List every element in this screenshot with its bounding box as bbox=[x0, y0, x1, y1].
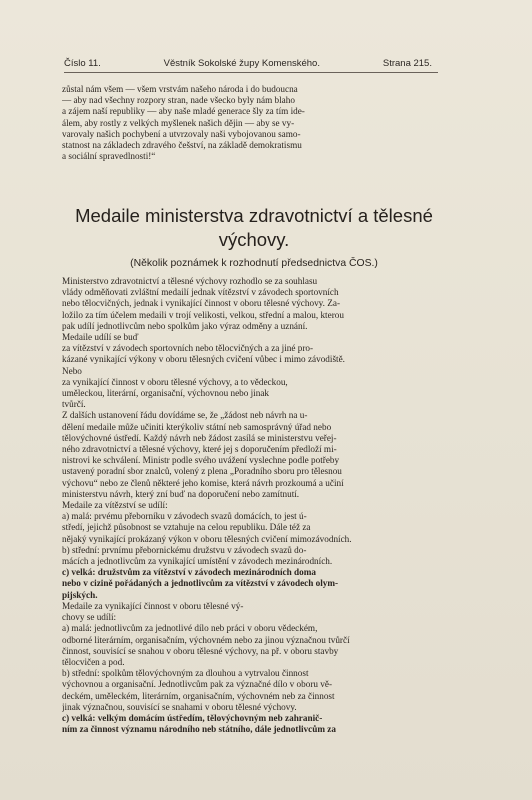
title-line: výchovy. bbox=[218, 229, 290, 250]
body-line: chovy se udílí: bbox=[62, 612, 117, 623]
intro-line: varovaly našich pochybení a utvrzovaly naši vybojovanou samo- bbox=[62, 128, 301, 139]
body-line: za vítězství v závodech sportovních nebo tělocvičných a za jiné pro- bbox=[62, 343, 314, 354]
body-line: ním za činnost významu národního neb státního, dále jednotlivcům za bbox=[62, 724, 336, 735]
intro-line: — aby nad všechny rozpory stran, nade všecko byly nám blaho bbox=[62, 95, 295, 106]
body-line: tělovýchovné ústředí. Každý návrh neb žádost zasílá se ministerstvu veřej- bbox=[62, 432, 337, 443]
body-line: deckém, uměleckém, literárním, organisačním, výchovném neb za činnost bbox=[62, 690, 335, 701]
body-line: ustavený poradní sbor znalců, volený z plena „Poradního sboru pro tělesnou bbox=[62, 466, 342, 477]
body-line: c) velká: velkým domácím ústředím, tělovýchovným neb zahranič- bbox=[62, 712, 323, 723]
title-line: Medaile ministerstva zdravotnictví a tělesné bbox=[75, 205, 433, 226]
body-line: Nebo bbox=[62, 365, 82, 376]
body-line: b) střední: prvnímu přebornickému družstvu v závodech svazů do- bbox=[62, 544, 307, 555]
body-line: dělení medaile může učiniti kterýkoliv státní neb samosprávný úřad nebo bbox=[62, 421, 332, 432]
body-line: výchovnou a organisační. Jednotlivcům pak za význačné dílo v oboru vě- bbox=[62, 679, 333, 690]
body-line: a) malá: jednotlivcům za jednotlivé dílo neb práci v oboru vědeckém, bbox=[62, 623, 318, 634]
page-number: Strana 215. bbox=[382, 58, 432, 69]
article-title bbox=[62, 204, 446, 252]
body-line: vlády odměňovati zvláštní medailí jednak vítězství v závodech sportovních bbox=[62, 287, 339, 298]
body-line: nebo tělocvičných, jednak i vynikající činnost v oboru tělesné výchovy. Za- bbox=[62, 298, 341, 309]
running-header bbox=[64, 58, 432, 69]
body-line: Medaile udílí se buď bbox=[62, 332, 139, 343]
intro-line: a zájem naší republiky — aby naše mladé generace šly za tím ide- bbox=[62, 106, 305, 117]
body-line: ministerstvu návrh, který zní buď na doporučení nebo zamítnutí. bbox=[62, 488, 300, 499]
body-line: ného zdravotnictví a tělesné výchovy, které jej s doporučením předloží mi- bbox=[62, 444, 337, 455]
body-line: tvůrčí. bbox=[62, 399, 86, 410]
body-line: c) velká: družstvům za vítězství v závodech mezinárodních doma bbox=[62, 567, 316, 578]
body-line: tělocvičen a pod. bbox=[62, 656, 125, 667]
intro-line: zůstal nám všem — všem vrstvám našeho národa i do budoucna bbox=[62, 84, 298, 94]
body-line: pijských. bbox=[62, 589, 98, 600]
body-line: středí, jejichž působnost se vztahuje na celou republiku. Dále též za bbox=[62, 522, 311, 533]
article-body bbox=[62, 276, 446, 735]
body-line: činnost, souvisící se snahou v oboru tělesné výchovy, na př. v oboru stavby bbox=[62, 645, 339, 656]
body-line: Z dalších ustanovení řádu dovídáme se, že „žádost neb návrh na u- bbox=[62, 410, 308, 421]
header-rule bbox=[64, 72, 438, 73]
body-line: za vynikající činnost v oboru tělesné výchovy, a to vědeckou, bbox=[62, 376, 288, 387]
body-line: uměleckou, literární, organisační, výchovnou nebo jinak bbox=[62, 388, 270, 399]
body-line: ložilo za tím účelem medaili v trojí velikosti, velkou, střední a malou, kterou bbox=[62, 309, 344, 320]
body-line: nějaký vynikající prokázaný výkon v oboru tělesných cvičení mimozávodních. bbox=[62, 533, 352, 544]
body-line: jinak význačnou, souvisící se snahami v oboru tělesné výchovy. bbox=[62, 701, 297, 712]
body-line: výchovu“ nebo ze členů některé jeho komise, která návrh prozkoumá a učiní bbox=[62, 477, 344, 488]
body-line: mácích a jednotlivcům za vynikající umístění v závodech mezinárodních. bbox=[62, 556, 333, 567]
body-line: pak udílí jednotlivcům nebo spolkům jako výraz odměny a uznání. bbox=[62, 320, 308, 331]
body-line: Ministerstvo zdravotnictví a tělesné výchovy rozhodlo se za souhlasu bbox=[62, 276, 318, 286]
intro-paragraph bbox=[62, 84, 446, 162]
intro-line: statnost na základech zdravého češství, na základě demokratismu bbox=[62, 140, 302, 151]
article-subtitle: (Několik poznámek k rozhodnutí předsednictva ČOS.) bbox=[130, 258, 378, 269]
body-line: Medaile za vynikající činnost v oboru tělesné vý- bbox=[62, 600, 244, 611]
body-line: a) malá: prvému přeborníku v závodech svazů domácích, to jest ú- bbox=[62, 511, 307, 522]
body-line: odborné literárním, organisačním, výchovném nebo za jinou význačnou tvůrčí bbox=[62, 634, 350, 645]
body-line: nistrovi ke schválení. Ministr podle svého uvážení vyslechne podle potřeby bbox=[62, 455, 340, 466]
issue-number: Číslo 11. bbox=[64, 58, 101, 69]
journal-title: Věstník Sokolské župy Komenského. bbox=[163, 58, 320, 69]
body-line: nebo v cizině pořádaných a jednotlivcům za vítězství v závodech olym- bbox=[62, 578, 339, 589]
intro-line: a sociální spravedlnosti!“ bbox=[62, 151, 156, 162]
body-line: kázané vynikající výkony v oboru tělesných cvičení vůbec i mimo závodiště. bbox=[62, 354, 345, 365]
body-line: b) střední: spolkům tělovýchovným za dlouhou a vytrvalou činnost bbox=[62, 668, 309, 679]
body-line: Medaile za vítězství se udílí: bbox=[62, 500, 168, 511]
intro-line: álem, aby rostly z velkých myšlenek našich dějin — aby se vy- bbox=[62, 117, 295, 128]
